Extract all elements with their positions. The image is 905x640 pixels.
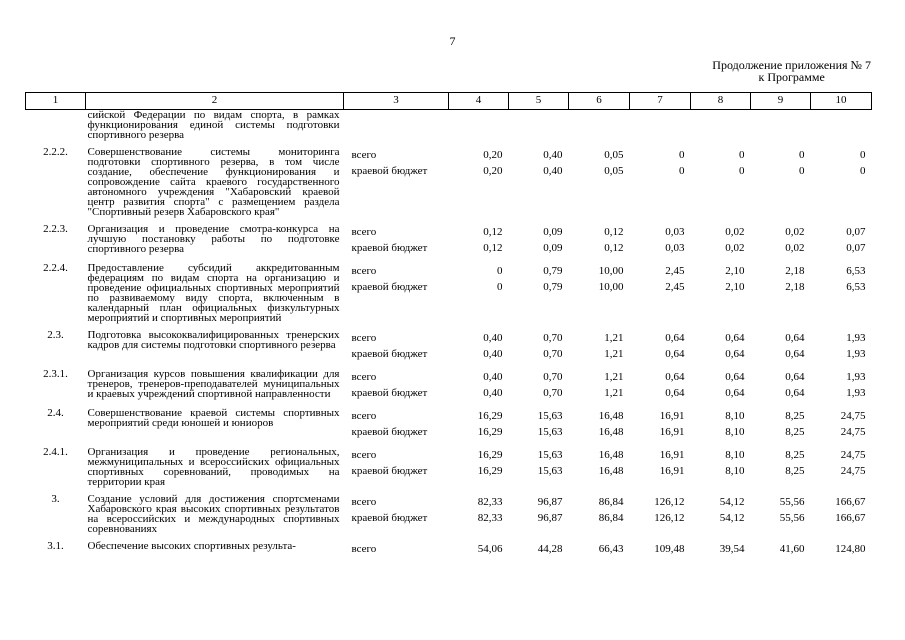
value: 0,02 (785, 226, 805, 238)
table-row (26, 323, 872, 362)
value-cell-col-6 (569, 140, 630, 217)
value: 54,06 (477, 543, 503, 555)
table-row (26, 140, 872, 217)
funding-source: краевой бюджет (351, 165, 428, 177)
value: 0,64 (665, 332, 685, 344)
value: 55,56 (779, 496, 805, 508)
value: 0,40 (543, 149, 563, 161)
value: 1,21 (604, 348, 624, 360)
funding-source-cell (344, 323, 449, 362)
value: 1,21 (604, 387, 624, 399)
value: 0,20 (483, 165, 503, 177)
value-cell-col-9 (751, 487, 811, 534)
funding-source: краевой бюджет (351, 281, 428, 293)
table-row (26, 401, 872, 440)
value: 1,93 (846, 371, 866, 383)
value: 0,70 (543, 348, 563, 360)
table-row (26, 362, 872, 401)
value-cell-col-8 (691, 534, 751, 557)
value-cell-col-4 (449, 362, 509, 401)
value: 16,29 (477, 426, 503, 438)
value: 0,05 (604, 149, 624, 161)
value: 16,48 (598, 465, 624, 477)
continuation-row (26, 110, 872, 141)
value: 16,91 (659, 449, 685, 461)
value: 54,12 (719, 496, 745, 508)
header-cell-8: 8 (691, 93, 751, 110)
funding-source: всего (351, 543, 377, 555)
value: 0,09 (543, 226, 563, 238)
value-cell-col-6 (569, 256, 630, 323)
item-description: Обеспечение высоких спортивных результа- (87, 540, 296, 552)
value-cell-col-10 (811, 440, 872, 487)
value: 166,67 (835, 496, 866, 508)
value: 0,12 (604, 226, 624, 238)
header-cell-6: 6 (569, 93, 630, 110)
value-cell-col-10 (811, 534, 872, 557)
funding-source-cell (344, 401, 449, 440)
header-cell-10: 10 (811, 93, 872, 110)
value: 2,18 (785, 281, 805, 293)
header-cell-4: 4 (449, 93, 509, 110)
value: 0,20 (483, 149, 503, 161)
item-code: 2.3. (47, 329, 64, 341)
value: 10,00 (598, 281, 624, 293)
funding-source: краевой бюджет (351, 348, 428, 360)
value: 16,48 (598, 426, 624, 438)
value: 0,79 (543, 265, 563, 277)
page-number: 7 (449, 34, 456, 48)
table-header-row (26, 93, 872, 110)
value: 1,21 (604, 371, 624, 383)
value: 0,64 (725, 348, 745, 360)
value-cell-col-8 (691, 362, 751, 401)
value: 0,40 (483, 371, 503, 383)
value: 16,91 (659, 410, 685, 422)
value: 96,87 (537, 496, 563, 508)
table-row (26, 440, 872, 487)
value: 2,45 (665, 281, 685, 293)
value: 0,64 (725, 332, 745, 344)
value-cell-col-8 (691, 256, 751, 323)
value: 66,43 (598, 543, 624, 555)
value-cell-col-4 (449, 217, 509, 256)
funding-source-cell (344, 534, 449, 557)
funding-source: краевой бюджет (351, 465, 428, 477)
value: 126,12 (654, 512, 685, 524)
value: 0,40 (483, 332, 503, 344)
funding-source: всего (351, 449, 377, 461)
value: 0,12 (604, 242, 624, 254)
value: 82,33 (477, 512, 503, 524)
value: 0,07 (846, 226, 866, 238)
funding-source: всего (351, 265, 377, 277)
value: 15,63 (537, 465, 563, 477)
value-cell-col-9 (751, 323, 811, 362)
value: 8,25 (785, 410, 805, 422)
value: 44,28 (537, 543, 563, 555)
caption-line-2: к Программе (758, 70, 825, 84)
value: 8,25 (785, 449, 805, 461)
table-row (26, 534, 872, 557)
value: 1,21 (604, 332, 624, 344)
value-cell-col-8 (691, 401, 751, 440)
value-cell-col-4 (449, 256, 509, 323)
value: 96,87 (537, 512, 563, 524)
value-cell-col-9 (751, 217, 811, 256)
value: 126,12 (654, 496, 685, 508)
funding-source: всего (351, 496, 377, 508)
header-cell-1: 1 (26, 93, 86, 110)
value: 1,93 (846, 348, 866, 360)
item-description: Создание условий для достижения спортсменами Хабаровского края высоких спортивных результатов на всероссийских и международных спортивных соревнованиях (87, 493, 340, 535)
value-cell-col-5 (509, 140, 569, 217)
value-cell-col-7 (630, 487, 691, 534)
item-description: Подготовка высококвалифицированных тренерских кадров для системы подготовки спортивного резерва (87, 329, 340, 351)
value: 0,02 (725, 226, 745, 238)
funding-source: всего (351, 371, 377, 383)
value-cell-col-9 (751, 256, 811, 323)
value-cell-col-7 (630, 323, 691, 362)
value: 0,64 (785, 348, 805, 360)
funding-source-cell (344, 256, 449, 323)
value-cell-col-4 (449, 534, 509, 557)
value: 6,53 (846, 265, 866, 277)
value-cell-col-6 (569, 534, 630, 557)
value: 0,64 (665, 348, 685, 360)
value: 2,18 (785, 265, 805, 277)
item-description: Организация и проведение смотра-конкурса на лучшую постановку работы по подготовке спортивного резерва (87, 223, 340, 255)
item-description: Организация и проведение региональных, межмуниципальных и всероссийских официальных спортивных соревнований, проводимых на территории края (87, 446, 340, 488)
value-cell-col-5 (509, 534, 569, 557)
value: 124,80 (835, 543, 866, 555)
value: 1,93 (846, 332, 866, 344)
value: 0,64 (785, 332, 805, 344)
value-cell-col-5 (509, 256, 569, 323)
value: 55,56 (779, 512, 805, 524)
value-cell-col-7 (630, 534, 691, 557)
value-cell-col-8 (691, 323, 751, 362)
value-cell-col-10 (811, 217, 872, 256)
value-cell-col-4 (449, 401, 509, 440)
value-cell-col-6 (569, 440, 630, 487)
value-cell-col-4 (449, 140, 509, 217)
value: 0,64 (725, 371, 745, 383)
value: 0,02 (725, 242, 745, 254)
funding-source: всего (351, 226, 377, 238)
value-cell-col-8 (691, 440, 751, 487)
value: 0,40 (543, 165, 563, 177)
funding-source: всего (351, 149, 377, 161)
value-cell-col-7 (630, 401, 691, 440)
item-code: 2.4. (47, 407, 64, 419)
value-cell-col-6 (569, 323, 630, 362)
value-cell-col-5 (509, 217, 569, 256)
value-cell-col-8 (691, 217, 751, 256)
value: 0,70 (543, 332, 563, 344)
value-cell-col-5 (509, 362, 569, 401)
item-code: 2.2.2. (43, 146, 68, 158)
funding-source: краевой бюджет (351, 512, 428, 524)
value: 0,79 (543, 281, 563, 293)
value: 0,09 (543, 242, 563, 254)
value: 16,91 (659, 426, 685, 438)
value: 0,12 (483, 226, 503, 238)
value: 0,12 (483, 242, 503, 254)
value-cell-col-9 (751, 440, 811, 487)
value: 10,00 (598, 265, 624, 277)
value: 15,63 (537, 449, 563, 461)
table-row (26, 217, 872, 256)
value: 15,63 (537, 426, 563, 438)
header-cell-5: 5 (509, 93, 569, 110)
item-description: Организация курсов повышения квалификации для тренеров, тренеров-преподавателей муниципальных и краевых учреждений спортивной направленности (87, 368, 340, 400)
value: 54,12 (719, 512, 745, 524)
value-cell-col-7 (630, 256, 691, 323)
item-code: 2.4.1. (43, 446, 68, 458)
table-row (26, 487, 872, 534)
funding-source-cell (344, 487, 449, 534)
value: 0,03 (665, 242, 685, 254)
value-cell-col-9 (751, 362, 811, 401)
value: 16,48 (598, 410, 624, 422)
value: 0,64 (725, 387, 745, 399)
value: 2,45 (665, 265, 685, 277)
value-cell-col-9 (751, 401, 811, 440)
value-cell-col-10 (811, 140, 872, 217)
value-cell-col-10 (811, 401, 872, 440)
value-cell-col-4 (449, 487, 509, 534)
value: 16,48 (598, 449, 624, 461)
value-cell-col-7 (630, 440, 691, 487)
funding-source: краевой бюджет (351, 426, 428, 438)
value-cell-col-5 (509, 487, 569, 534)
value-cell-col-9 (751, 534, 811, 557)
value: 109,48 (654, 543, 685, 555)
value: 0,40 (483, 387, 503, 399)
header-cell-2: 2 (86, 93, 344, 110)
value: 0 (679, 149, 685, 161)
value: 6,53 (846, 281, 866, 293)
value: 24,75 (840, 465, 866, 477)
item-code: 3. (51, 493, 60, 505)
appendix-caption (712, 59, 871, 83)
item-description: Совершенствование системы мониторинга подготовки спортивного резерва, в том числе создание, обеспечение функционирования и сопровождение сайта краевого государственного автономного учреждения "Хабаровский краевой центр развития спорта" с размещением раздела "Спортивный резерв Хабаровского края" (87, 146, 340, 218)
item-code: 2.3.1. (43, 368, 68, 380)
value-cell-col-4 (449, 440, 509, 487)
value: 82,33 (477, 496, 503, 508)
continuation-text: сийской Федерации по видам спорта, в рамках функционирования единой системы подготовки спортивного резерва (87, 109, 340, 141)
value: 2,10 (725, 281, 745, 293)
value-cell-col-10 (811, 323, 872, 362)
value: 0 (799, 165, 805, 177)
value: 16,29 (477, 449, 503, 461)
funding-source: краевой бюджет (351, 242, 428, 254)
header-cell-9: 9 (751, 93, 811, 110)
value-cell-col-7 (630, 140, 691, 217)
value: 0 (497, 265, 503, 277)
value: 86,84 (598, 496, 624, 508)
value: 8,10 (725, 410, 745, 422)
value: 41,60 (779, 543, 805, 555)
value-cell-col-7 (630, 362, 691, 401)
value: 0,03 (665, 226, 685, 238)
value-cell-col-4 (449, 323, 509, 362)
value: 24,75 (840, 426, 866, 438)
value: 0,64 (665, 371, 685, 383)
value: 39,54 (719, 543, 745, 555)
value-cell-col-5 (509, 401, 569, 440)
value: 16,29 (477, 410, 503, 422)
header-cell-7: 7 (630, 93, 691, 110)
funding-source: краевой бюджет (351, 387, 428, 399)
value: 0,40 (483, 348, 503, 360)
value-cell-col-6 (569, 401, 630, 440)
value: 0,70 (543, 387, 563, 399)
item-code: 2.2.3. (43, 223, 68, 235)
value-cell-col-9 (751, 140, 811, 217)
value: 0,64 (665, 387, 685, 399)
item-description: Совершенствование краевой системы спортивных мероприятий среди юношей и юниоров (87, 407, 340, 429)
caption-line-1: Продолжение приложения № 7 (712, 58, 871, 72)
funding-source: всего (351, 332, 377, 344)
value: 86,84 (598, 512, 624, 524)
value: 0 (497, 281, 503, 293)
value-cell-col-7 (630, 217, 691, 256)
value-cell-col-8 (691, 140, 751, 217)
value-cell-col-10 (811, 362, 872, 401)
value: 15,63 (537, 410, 563, 422)
value-cell-col-6 (569, 362, 630, 401)
value-cell-col-5 (509, 323, 569, 362)
value: 0 (860, 165, 866, 177)
value: 16,29 (477, 465, 503, 477)
value-cell-col-10 (811, 487, 872, 534)
value: 16,91 (659, 465, 685, 477)
funding-source-cell (344, 217, 449, 256)
value: 0 (860, 149, 866, 161)
table-row (26, 256, 872, 323)
value-cell-col-6 (569, 217, 630, 256)
value: 0,07 (846, 242, 866, 254)
value: 0,05 (604, 165, 624, 177)
value-cell-col-8 (691, 487, 751, 534)
value: 1,93 (846, 387, 866, 399)
value: 0,02 (785, 242, 805, 254)
value: 0,64 (785, 387, 805, 399)
program-table (25, 92, 872, 557)
value: 0 (799, 149, 805, 161)
item-description: Предоставление субсидий аккредитованным федерациям по видам спорта на организацию и проведение официальных спортивных мероприятий по развиваемому виду спорта, включенным в календарный план официальных физкультурных мероприятий и спортивных мероприятий (87, 262, 340, 324)
funding-source-cell (344, 140, 449, 217)
value: 24,75 (840, 449, 866, 461)
header-cell-3: 3 (344, 93, 449, 110)
value: 8,25 (785, 465, 805, 477)
value: 0 (739, 165, 745, 177)
item-code: 3.1. (47, 540, 64, 552)
value: 8,10 (725, 465, 745, 477)
funding-source-cell (344, 362, 449, 401)
value: 8,10 (725, 449, 745, 461)
value-cell-col-6 (569, 487, 630, 534)
value: 0,70 (543, 371, 563, 383)
value: 2,10 (725, 265, 745, 277)
value: 0 (739, 149, 745, 161)
value-cell-col-5 (509, 440, 569, 487)
value: 8,10 (725, 426, 745, 438)
funding-source-cell (344, 440, 449, 487)
value: 24,75 (840, 410, 866, 422)
value: 0,64 (785, 371, 805, 383)
value: 0 (679, 165, 685, 177)
value-cell-col-10 (811, 256, 872, 323)
item-code: 2.2.4. (43, 262, 68, 274)
value: 166,67 (835, 512, 866, 524)
funding-source: всего (351, 410, 377, 422)
value: 8,25 (785, 426, 805, 438)
